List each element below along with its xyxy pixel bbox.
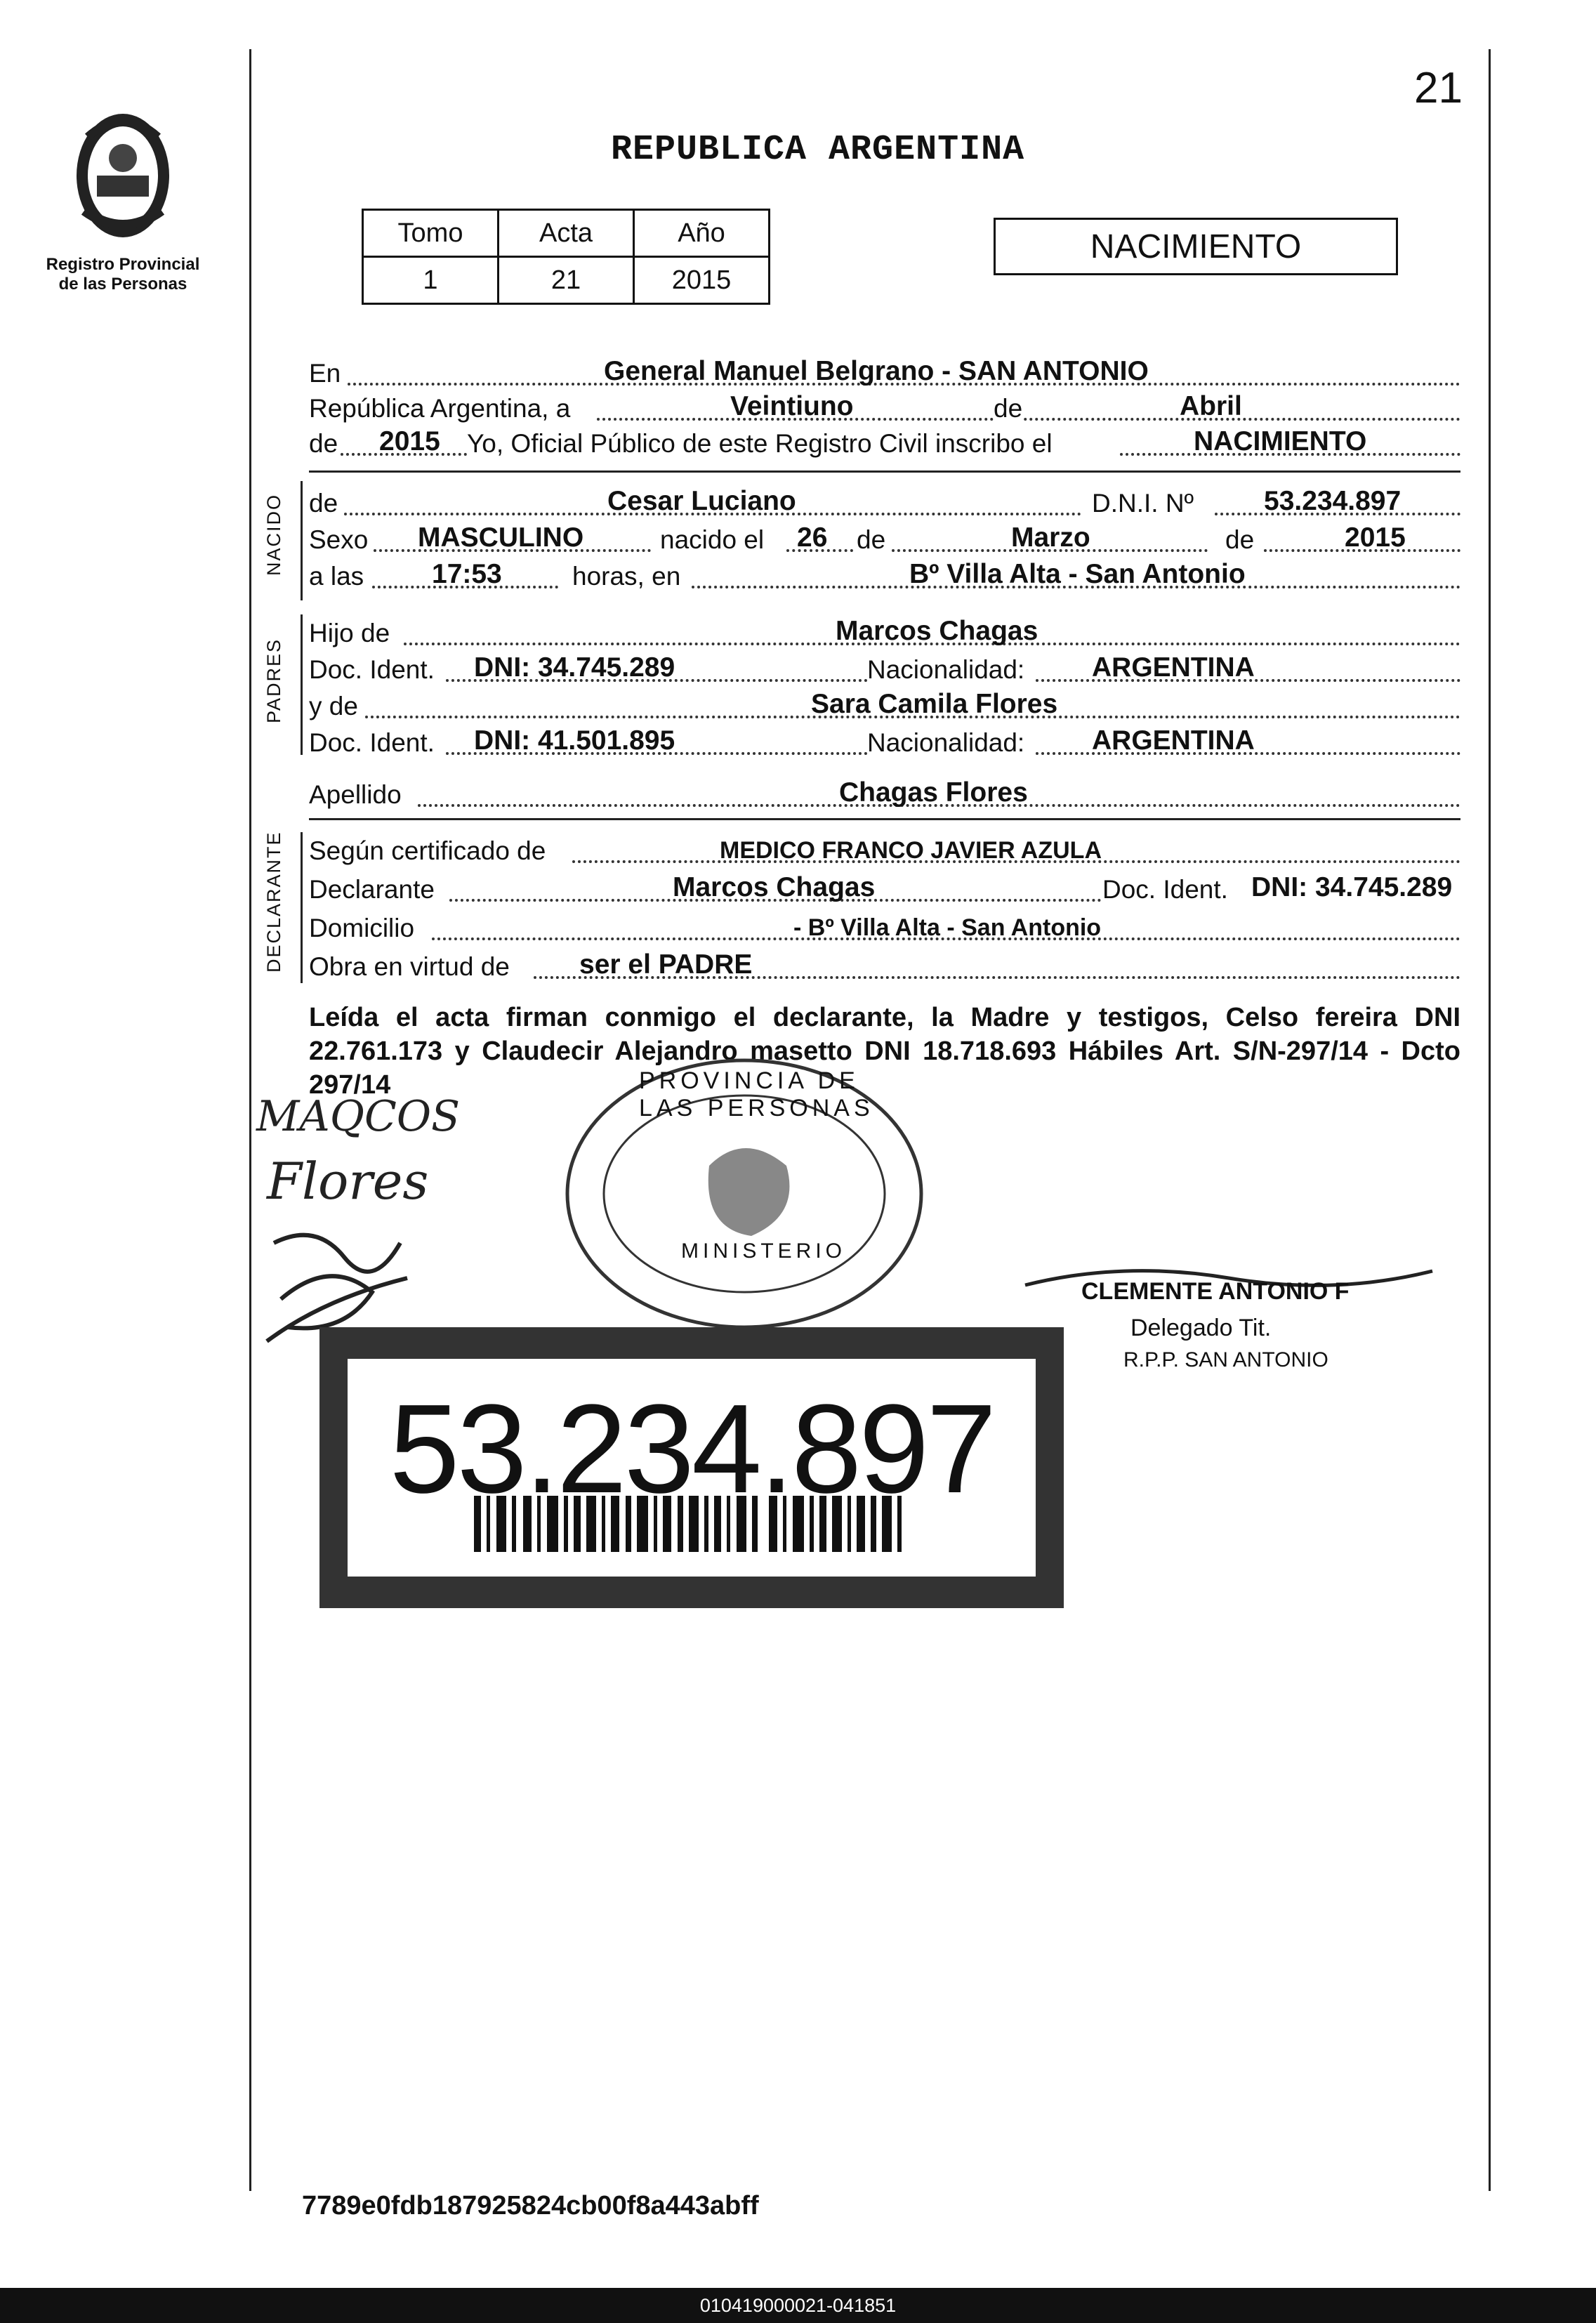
line-obra	[309, 948, 1460, 983]
segun-label: Según certificado de	[309, 836, 546, 865]
country-title: REPUBLICA ARGENTINA	[611, 130, 1025, 170]
mother-nat-value: ARGENTINA	[1092, 725, 1255, 756]
sexo-value: MASCULINO	[418, 522, 584, 553]
dni-label: D.N.I. Nº	[1092, 489, 1194, 518]
republica-label: República Argentina, a	[309, 394, 571, 423]
certificado-value: MEDICO FRANCO JAVIER AZULA	[720, 837, 1102, 864]
mother-doc-value: DNI: 41.501.895	[474, 725, 675, 756]
declarante-bar	[301, 832, 303, 983]
child-dni-value: 53.234.897	[1264, 486, 1402, 516]
oficial-text: Yo, Oficial Público de este Registro Civil inscribo el	[467, 429, 1053, 458]
year-value: 2015	[379, 426, 440, 456]
line-en	[309, 355, 1460, 390]
tomo-acta-table	[362, 209, 770, 305]
padres-section-label: PADRES	[263, 638, 284, 723]
line-declarante	[309, 871, 1460, 906]
tomo-value: 1	[363, 257, 499, 304]
en-label: En	[309, 359, 341, 388]
document-hash: 7789e0fdb187925824cb00f8a443abff	[302, 2191, 759, 2220]
act-type-value: NACIMIENTO	[1194, 426, 1367, 456]
acta-value: 21	[499, 257, 634, 304]
nacido-el-label: nacido el	[660, 525, 765, 554]
father-name-value: Marcos Chagas	[836, 616, 1038, 646]
handwritten-name-2: Flores	[267, 1152, 429, 1211]
nacido-bar	[301, 481, 303, 600]
official-name: CLEMENTE ANTONIO F	[1081, 1278, 1350, 1305]
left-margin-line	[249, 49, 251, 2191]
horas-label: horas, en	[572, 562, 681, 591]
birth-de2-label: de	[1225, 525, 1255, 554]
footer-strip: 010419000021-041851	[0, 2288, 1596, 2323]
mother-name-value: Sara Camila Flores	[811, 689, 1058, 719]
padres-bar	[301, 614, 303, 755]
anio-header: Año	[634, 210, 770, 257]
official-place: R.P.P. SAN ANTONIO	[1123, 1348, 1328, 1371]
registry-line-2: de las Personas	[58, 275, 187, 294]
stamp-outer-text: PROVINCIA DE LAS PERSONAS	[639, 1067, 874, 1121]
child-name-value: Cesar Luciano	[607, 486, 796, 516]
y-de-label: y de	[309, 692, 358, 720]
birth-day-value: 26	[797, 522, 828, 553]
declarante-doc-label: Doc. Ident.	[1102, 875, 1228, 904]
birth-de-label: de	[857, 525, 886, 554]
mother-nat-label: Nacionalidad:	[867, 728, 1025, 757]
mother-doc-label: Doc. Ident.	[309, 728, 435, 757]
acta-header: Acta	[499, 210, 634, 257]
line-certificado	[309, 832, 1460, 867]
de-label: de	[994, 394, 1023, 423]
father-nat-value: ARGENTINA	[1092, 652, 1255, 683]
closing-paragraph: Leída el acta firman conmigo el declarante, la Madre y testigos, Celso fereira DNI 22.761.173 y Claudecir Alejandro masetto DNI 18.718.693 Hábiles Art. S/N-297/14 - Dcto 297/14	[309, 1003, 1460, 1100]
obra-value: ser el PADRE	[579, 949, 753, 980]
father-nat-label: Nacionalidad:	[867, 655, 1025, 684]
father-doc-label: Doc. Ident.	[309, 655, 435, 684]
a-las-label: a las	[309, 562, 364, 591]
document-type-box: NACIMIENTO	[994, 218, 1398, 275]
line-y-de	[309, 687, 1460, 723]
declarante-label: Declarante	[309, 875, 435, 904]
birth-place-value: Bº Villa Alta - San Antonio	[909, 559, 1246, 589]
line-nacido-name	[309, 485, 1460, 520]
barcode-label	[319, 1327, 1064, 1608]
registry-line-1: Registro Provincial	[46, 255, 200, 274]
separator-2	[309, 818, 1460, 820]
misiones-seal-icon	[70, 105, 176, 246]
line-republica	[309, 390, 1460, 425]
nacido-de-label: de	[309, 489, 338, 518]
line-sexo	[309, 521, 1460, 556]
line-father-doc	[309, 651, 1460, 686]
anio-value: 2015	[634, 257, 770, 304]
line-hijo-de	[309, 614, 1460, 650]
domicilio-value: - Bº Villa Alta - San Antonio	[793, 914, 1102, 941]
line-domicilio	[309, 909, 1460, 945]
domicilio-label: Domicilio	[309, 914, 415, 942]
tomo-header: Tomo	[363, 210, 499, 257]
place-value: General Manuel Belgrano - SAN ANTONIO	[604, 356, 1149, 386]
apellido-value: Chagas Flores	[839, 777, 1028, 808]
line-mother-doc	[309, 724, 1460, 759]
province-logo	[28, 105, 218, 294]
de-year-label: de	[309, 429, 338, 458]
obra-label: Obra en virtud de	[309, 952, 510, 981]
hijo-de-label: Hijo de	[309, 619, 390, 647]
sexo-label: Sexo	[309, 525, 369, 554]
declarante-value: Marcos Chagas	[673, 872, 876, 902]
birth-month-value: Marzo	[1011, 522, 1090, 553]
handwritten-name-1: MAQCOS	[256, 1092, 461, 1141]
father-doc-value: DNI: 34.745.289	[474, 652, 675, 683]
apellido-label: Apellido	[309, 780, 402, 809]
nacido-section-label: NACIDO	[263, 493, 284, 576]
time-value: 17:53	[432, 559, 502, 589]
line-year	[309, 425, 1460, 460]
barcode-number: 53.234.897	[389, 1378, 994, 1520]
line-hora	[309, 558, 1460, 593]
day-words-value: Veintiuno	[730, 391, 854, 421]
official-stamp	[562, 1053, 927, 1334]
official-role: Delegado Tit.	[1130, 1315, 1272, 1341]
declarante-doc-value: DNI: 34.745.289	[1251, 872, 1453, 902]
birth-year-value: 2015	[1345, 522, 1406, 553]
page-number: 21	[1414, 64, 1463, 112]
stamp-inner-text: MINISTERIO	[681, 1239, 847, 1263]
month-value: Abril	[1180, 391, 1242, 421]
right-margin-line	[1489, 49, 1491, 2191]
line-apellido	[309, 776, 1460, 811]
declarante-section-label: DECLARANTE	[263, 831, 284, 973]
separator-1	[309, 470, 1460, 473]
